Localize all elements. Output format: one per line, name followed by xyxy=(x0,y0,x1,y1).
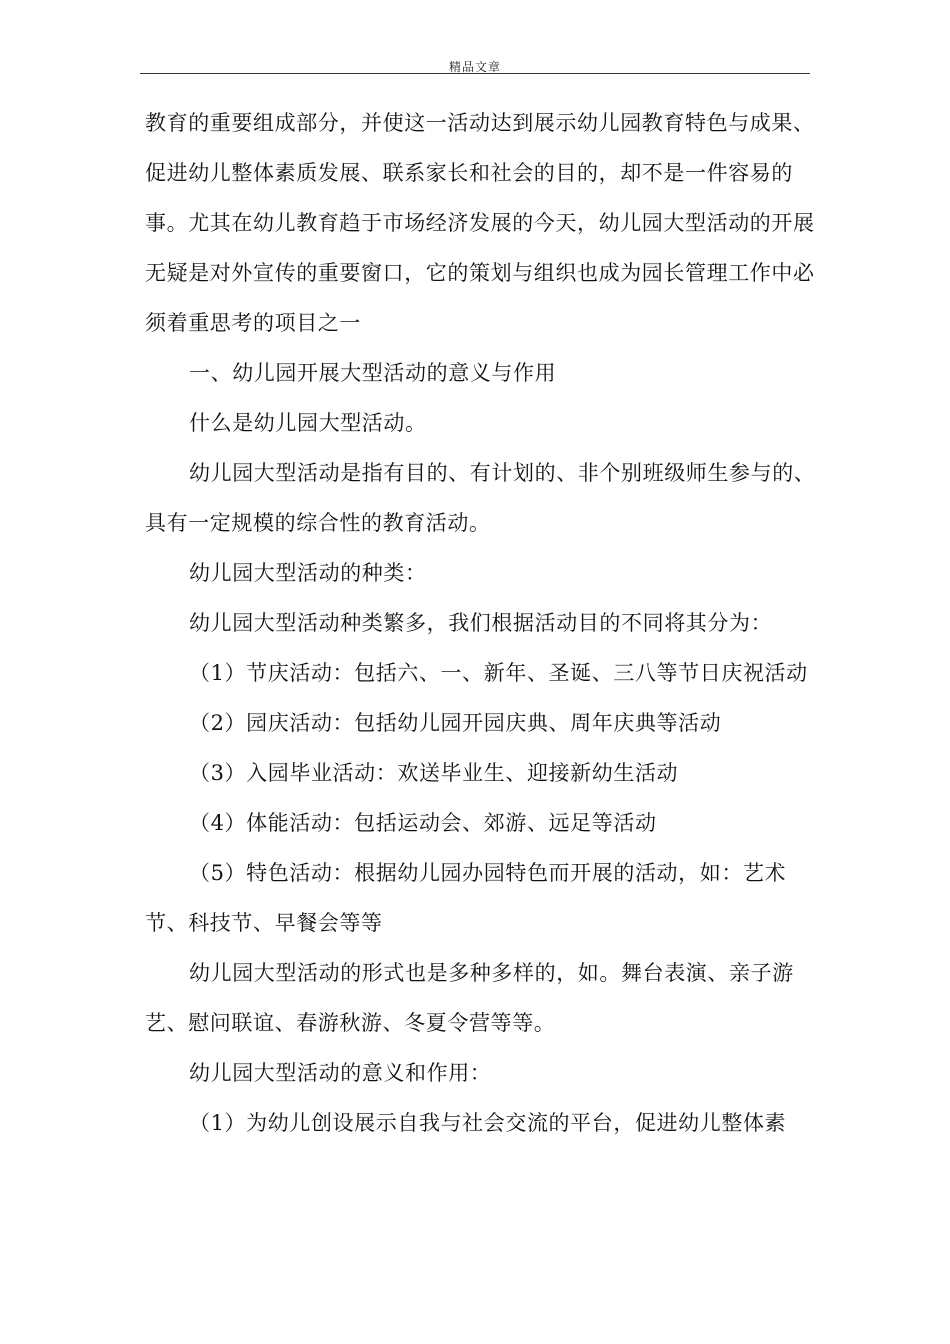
paragraph: 幼儿园大型活动的意义和作用： xyxy=(189,1061,492,1085)
list-item: （2）园庆活动：包括幼儿园开园庆典、周年庆典等活动 xyxy=(189,711,722,735)
page-header xyxy=(140,56,810,74)
paragraph: 什么是幼儿园大型活动。 xyxy=(189,411,427,435)
header-title: 精品文章 xyxy=(448,60,501,74)
paragraph: 幼儿园大型活动种类繁多，我们根据活动目的不同将其分为： xyxy=(189,611,773,635)
paragraph: 幼儿园大型活动的种类： xyxy=(189,561,427,585)
list-item: （1）为幼儿创设展示自我与社会交流的平台，促进幼儿整体素 xyxy=(189,1111,787,1135)
paragraph: 幼儿园大型活动是指有目的、有计划的、非个别班级师生参与的、具有一定规模的综合性的教育活动。 xyxy=(145,461,816,535)
paragraph: 幼儿园大型活动的形式也是多种多样的，如。舞台表演、亲子游艺、慰问联谊、春游秋游、冬夏令营等等。 xyxy=(145,961,794,1035)
list-item: （5）特色活动：根据幼儿园办园特色而开展的活动，如：艺术节、科技节、早餐会等等 xyxy=(145,861,787,935)
list-item: （4）体能活动：包括运动会、郊游、远足等活动 xyxy=(189,811,657,835)
list-item: （1）节庆活动：包括六、一、新年、圣诞、三八等节日庆祝活动 xyxy=(189,661,808,685)
list-item: （3）入园毕业活动：欢送毕业生、迎接新幼生活动 xyxy=(189,761,679,785)
document-body xyxy=(145,98,820,1148)
section-heading: 一、幼儿园开展大型活动的意义与作用 xyxy=(189,361,557,385)
paragraph-continuation: 教育的重要组成部分，并使这一活动达到展示幼儿园教育特色与成果、促进幼儿整体素质发展、联系家长和社会的目的，却不是一件容易的事。尤其在幼儿教育趋于市场经济发展的今天，幼儿园大型活动的开展无疑是对外宣传的重要窗口，它的策划与组织也成为园长管理工作中必须着重思考的项目之一 xyxy=(145,111,815,335)
